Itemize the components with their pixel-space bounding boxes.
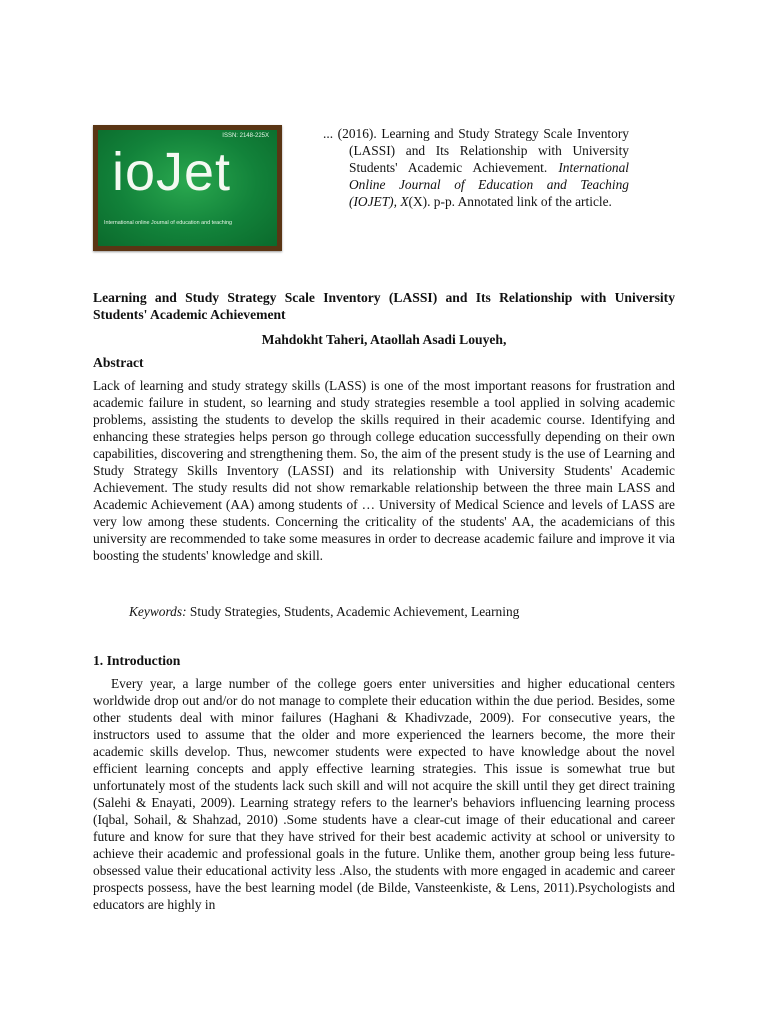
abstract-heading: Abstract [93, 355, 144, 370]
section-heading-introduction: 1. Introduction [93, 653, 181, 668]
logo-issn: ISSN: 2148-225X [222, 133, 269, 139]
keywords [129, 603, 675, 620]
citation-block [323, 125, 629, 210]
logo-wordmark: ioJet [112, 142, 232, 202]
citation-prefix: ... (2016). Learning and Study Strategy Scale Inventory (LASSI) and Its Relationship with University Students' Academic Achievement. [323, 126, 629, 175]
citation-journal: International Online Journal of Education and Teaching (IOJET), X [349, 160, 629, 209]
keywords-list: Study Strategies, Students, Academic Achievement, Learning [186, 604, 520, 619]
citation-tail: (X). p-p. Annotated link of the article. [408, 194, 612, 209]
journal-logo [93, 125, 282, 251]
abstract-text: Lack of learning and study strategy skills (LASS) is one of the most important reasons for frustration and academic failure in student, so learning and study strategies resemble a tool applied in solving academic problems, assisting the students to develop the skills required in their academic course. Identifying and enhancing these strategies helps person go through college education successfully depending on their own capabilities, discovering and strengthening them. So, the aim of the present study is the use of Learning and Study Strategy Skills Inventory (LASSI) and its relationship with University Students' Academic Achievement. The study results did not show remarkable relationship between the three main LASS and Academic Achievement (AA) among students of … University of Medical Science and levels of LASS are very low among these students. Concerning the criticality of the students' AA, the academicians of this university are recommended to take some measures in order to decrease academic failure and improve it via boosting the students' knowledge and skill. [93, 378, 675, 563]
chalkboard [98, 130, 277, 246]
introduction-text: Every year, a large number of the college goers enter universities and higher educational centers worldwide drop out and/or do not manage to complete their education within the due period. Besides, some other students deal with minor failures (Haghani & Khadivzade, 2009). For consecutive years, the instructors used to assume that the older and more experienced the learners become, the more their academic skills develop. Thus, newcomer students were expected to have knowledge about the novel efficient learning concepts and apply effective learning strategies. This issue is somewhat true but unfortunately most of the students lack such skill and will not acquire the skill until they get direct training (Salehi & Enayati, 2009). Learning strategy refers to the learner's behaviors influencing learning process (Iqbal, Sohail, & Shahzad, 2010) .Some students have a clear-cut image of their educational and career future and know for sure that they have strived for their best academic activity at school or university to achieve their academic and professional goals in the future. Unlike them, another group being less future-obsessed value their educational activity less .Also, the students with more engaged in academic and career prospects possess, have the best learning model (de Bilde, Vansteenkiste, & Lens, 2011).Psychologists and educators are highly in [93, 676, 675, 912]
paper-authors: Mahdokht Taheri, Ataollah Asadi Louyeh, [261, 332, 507, 347]
logo-subtitle: International online Journal of education and teaching [104, 220, 232, 226]
paper-title: Learning and Study Strategy Scale Inventory (LASSI) and Its Relationship with University Students' Academic Achievement [93, 290, 675, 322]
keywords-label: Keywords: [129, 604, 187, 619]
